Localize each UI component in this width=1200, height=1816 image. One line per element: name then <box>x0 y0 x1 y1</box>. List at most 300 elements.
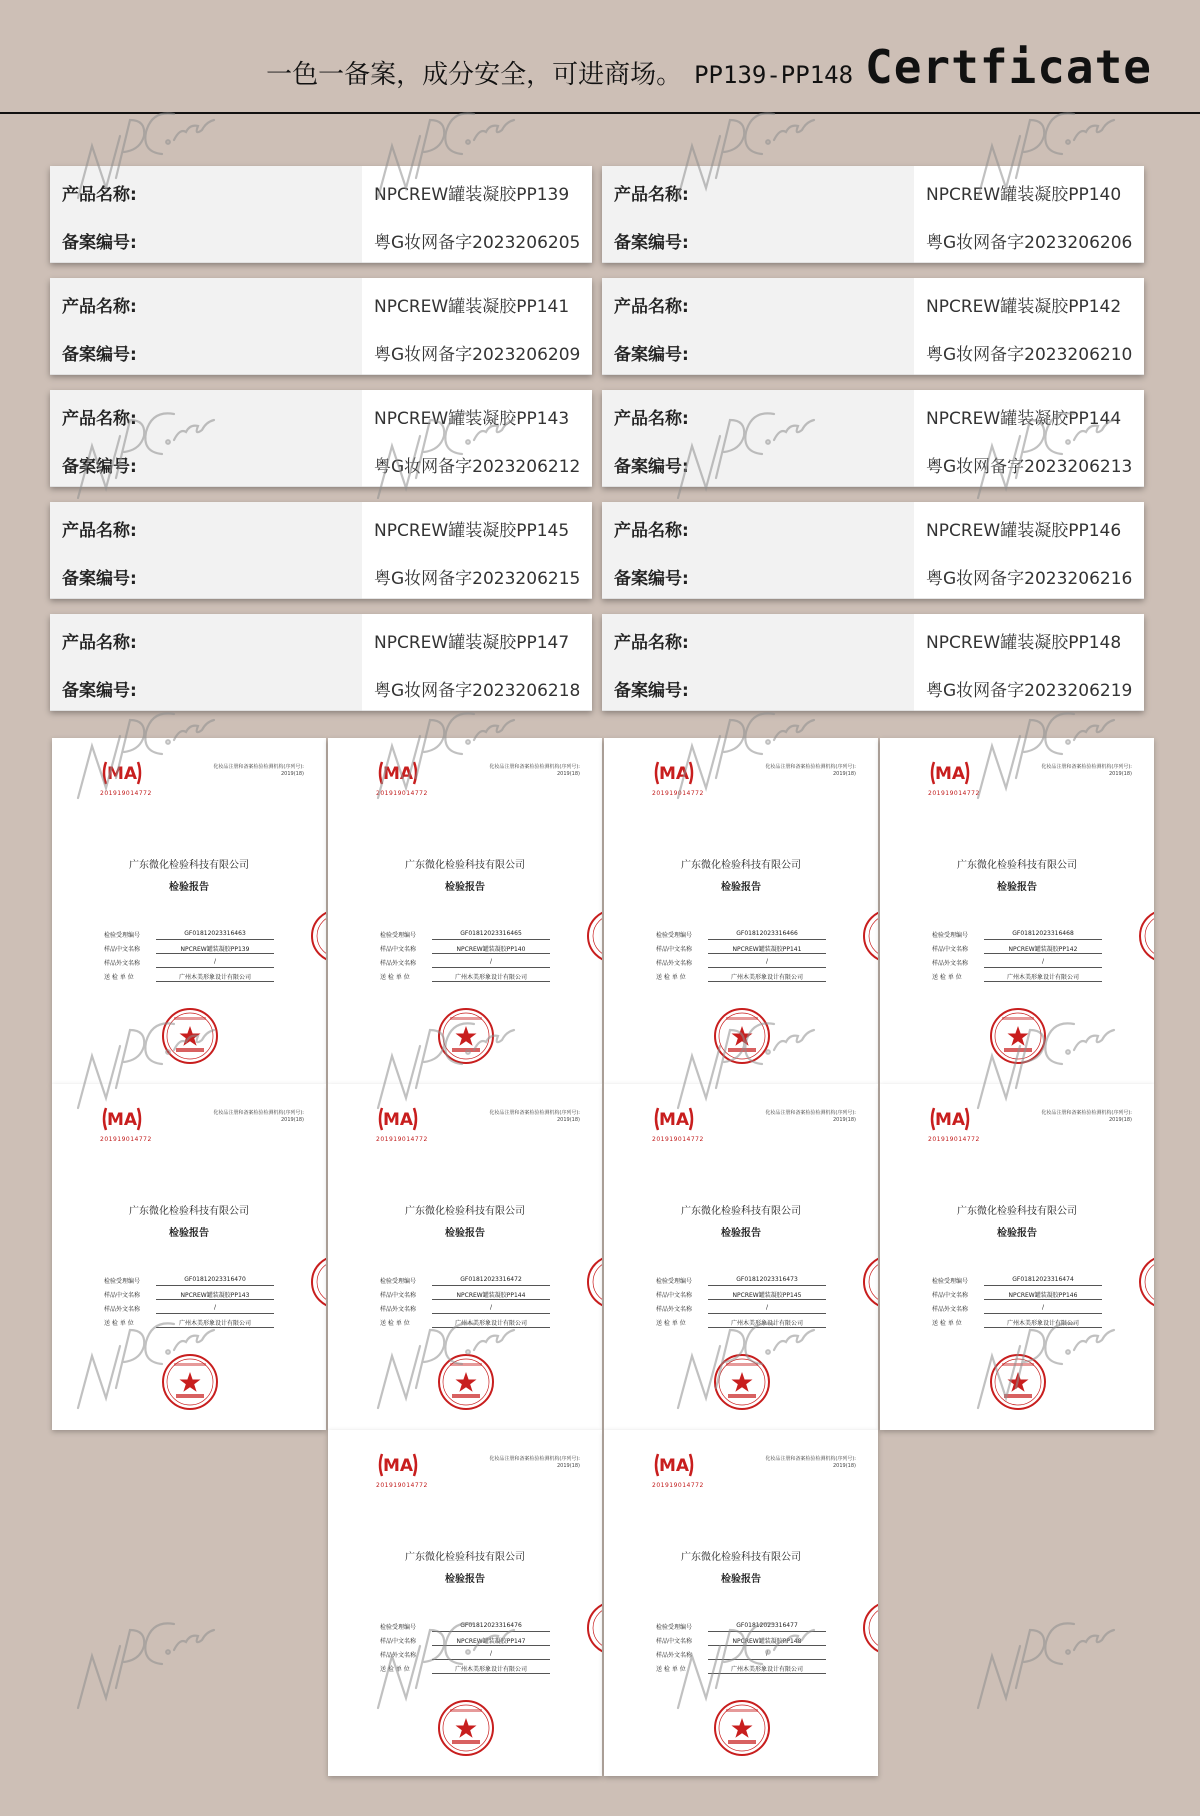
field-row <box>656 1288 826 1302</box>
ma-number: 201919014772 <box>652 790 704 797</box>
cn-name-label: 样品中文名称 <box>380 1292 417 1299</box>
field-row <box>932 956 1102 970</box>
lab-company-name: 广东微化检验科技有限公司 <box>405 1206 525 1217</box>
record-number-label: 备案编号: <box>62 457 137 477</box>
accept-no-label: 检验受理编号 <box>380 932 417 939</box>
cn-name-value: NPCREW罐装凝胶PP141 <box>708 944 826 954</box>
license-line-1: 化妆品注册和备案检验检测机构(序列号): <box>213 764 304 770</box>
field-row <box>104 1274 274 1288</box>
record-number-label: 备案编号: <box>62 569 137 589</box>
field-row <box>656 1662 826 1676</box>
product-name-label: 产品名称: <box>62 409 137 429</box>
record-number-label: 备案编号: <box>614 457 689 477</box>
cn-name-label: 样品中文名称 <box>932 946 969 953</box>
inspection-report-thumbnail <box>328 1430 602 1776</box>
cn-name-value: NPCREW罐装凝胶PP139 <box>156 944 274 954</box>
record-number-row <box>602 326 1144 374</box>
accept-no-label: 检验受理编号 <box>932 932 969 939</box>
lab-company-name: 广东微化检验科技有限公司 <box>405 1552 525 1563</box>
report-fields <box>932 1274 1102 1330</box>
accept-no-value: GF01812023316472 <box>432 1276 550 1286</box>
product-name-row <box>602 502 1144 550</box>
edge-seal-icon <box>584 906 602 966</box>
inspection-report-thumbnail <box>604 1430 878 1776</box>
license-line-1: 化妆品注册和备案检验检测机构(序列号): <box>489 1110 580 1116</box>
sender-label: 送 检 单 位 <box>932 974 962 981</box>
sender-label: 送 检 单 位 <box>932 1320 962 1327</box>
en-name-value: / <box>156 958 274 968</box>
accept-no-label: 检验受理编号 <box>380 1624 417 1631</box>
record-number-value: 粤G妆网备字2023206218 <box>374 681 581 701</box>
product-name-value: NPCREW罐装凝胶PP143 <box>374 409 570 429</box>
lab-company-name: 广东微化检验科技有限公司 <box>129 1206 249 1217</box>
field-row <box>104 928 274 942</box>
en-name-value: / <box>708 1304 826 1314</box>
product-name-row <box>602 166 1144 214</box>
license-line-2: 2019(18) <box>1109 771 1132 777</box>
report-title: 检验报告 <box>445 1574 485 1585</box>
sender-value: 广州木美形象设计有限公司 <box>156 1318 274 1328</box>
field-row <box>656 970 826 984</box>
red-inspection-seal-icon <box>712 1352 772 1412</box>
sender-label: 送 检 单 位 <box>380 974 410 981</box>
edge-seal-icon <box>308 1252 326 1312</box>
field-row <box>104 956 274 970</box>
ma-logo-text: MA <box>658 764 690 784</box>
en-name-value: / <box>984 1304 1102 1314</box>
field-row <box>104 942 274 956</box>
ma-accreditation-icon <box>652 1450 696 1480</box>
report-fields <box>380 1620 550 1676</box>
en-name-value: / <box>432 1650 550 1660</box>
product-record-card <box>50 390 592 486</box>
product-name-label: 产品名称: <box>62 297 137 317</box>
cn-name-label: 样品中文名称 <box>932 1292 969 1299</box>
record-number-row <box>602 662 1144 710</box>
report-title: 检验报告 <box>721 1228 761 1239</box>
ma-number: 201919014772 <box>652 1482 704 1489</box>
ma-number: 201919014772 <box>928 790 980 797</box>
product-name-label: 产品名称: <box>614 521 689 541</box>
cn-name-value: NPCREW罐装凝胶PP148 <box>708 1636 826 1646</box>
accept-no-label: 检验受理编号 <box>104 1278 141 1285</box>
license-line-1: 化妆品注册和备案检验检测机构(序列号): <box>765 1456 856 1462</box>
accept-no-label: 检验受理编号 <box>104 932 141 939</box>
record-number-value: 粤G妆网备字2023206209 <box>374 345 581 365</box>
en-name-label: 样品外文名称 <box>380 960 417 967</box>
en-name-label: 样品外文名称 <box>656 1652 693 1659</box>
cn-name-label: 样品中文名称 <box>104 946 141 953</box>
product-name-value: NPCREW罐装凝胶PP146 <box>926 521 1122 541</box>
sender-label: 送 检 单 位 <box>380 1666 410 1673</box>
record-number-value: 粤G妆网备字2023206205 <box>374 233 581 253</box>
field-row <box>932 1302 1102 1316</box>
report-title: 检验报告 <box>445 1228 485 1239</box>
record-number-row <box>50 326 592 374</box>
accept-no-value: GF01812023316474 <box>984 1276 1102 1286</box>
field-row <box>380 1316 550 1330</box>
cn-name-label: 样品中文名称 <box>380 1638 417 1645</box>
field-row <box>932 1274 1102 1288</box>
record-number-value: 粤G妆网备字2023206213 <box>926 457 1133 477</box>
cn-name-value: NPCREW罐装凝胶PP145 <box>708 1290 826 1300</box>
record-number-row <box>50 214 592 262</box>
header-slogan: 一色一备案，成分安全，可进商场。 <box>266 60 683 90</box>
license-text <box>489 1456 580 1470</box>
accept-no-label: 检验受理编号 <box>656 1624 693 1631</box>
ma-logo-text: MA <box>934 1110 966 1130</box>
header-code-range: PP139-PP148 <box>694 61 854 89</box>
license-text <box>213 764 304 778</box>
cn-name-value: NPCREW罐装凝胶PP142 <box>984 944 1102 954</box>
en-name-label: 样品外文名称 <box>932 960 969 967</box>
cn-name-value: NPCREW罐装凝胶PP144 <box>432 1290 550 1300</box>
record-number-label: 备案编号: <box>614 233 689 253</box>
field-row <box>656 1620 826 1634</box>
license-line-2: 2019(18) <box>557 1463 580 1469</box>
red-inspection-seal-icon <box>712 1006 772 1066</box>
edge-seal-icon <box>1136 906 1154 966</box>
product-record-card <box>602 614 1144 710</box>
product-name-value: NPCREW罐装凝胶PP140 <box>926 185 1122 205</box>
field-row <box>380 942 550 956</box>
red-inspection-seal-icon <box>160 1006 220 1066</box>
license-line-2: 2019(18) <box>281 1117 304 1123</box>
sender-value: 广州木美形象设计有限公司 <box>984 1318 1102 1328</box>
edge-seal-icon <box>860 1598 878 1658</box>
license-text <box>765 1456 856 1470</box>
report-title: 检验报告 <box>721 1574 761 1585</box>
license-text <box>489 1110 580 1124</box>
product-record-card <box>602 390 1144 486</box>
ma-accreditation-icon <box>376 1104 420 1134</box>
field-row <box>380 956 550 970</box>
report-title: 检验报告 <box>169 1228 209 1239</box>
accept-no-value: GF01812023316470 <box>156 1276 274 1286</box>
license-line-1: 化妆品注册和备案检验检测机构(序列号): <box>1041 1110 1132 1116</box>
field-row <box>380 1634 550 1648</box>
accept-no-value: GF01812023316468 <box>984 930 1102 940</box>
field-row <box>380 1648 550 1662</box>
field-row <box>656 956 826 970</box>
record-number-label: 备案编号: <box>62 345 137 365</box>
product-name-value: NPCREW罐装凝胶PP147 <box>374 633 570 653</box>
record-number-label: 备案编号: <box>62 681 137 701</box>
license-line-1: 化妆品注册和备案检验检测机构(序列号): <box>213 1110 304 1116</box>
edge-seal-icon <box>308 906 326 966</box>
ma-number: 201919014772 <box>100 790 152 797</box>
license-text <box>1041 764 1132 778</box>
report-fields <box>656 1620 826 1676</box>
ma-accreditation-icon <box>652 758 696 788</box>
cn-name-label: 样品中文名称 <box>656 1292 693 1299</box>
ma-accreditation-icon <box>376 758 420 788</box>
ma-logo-text: MA <box>658 1456 690 1476</box>
report-fields <box>656 1274 826 1330</box>
en-name-value: / <box>708 1650 826 1660</box>
sender-value: 广州木美形象设计有限公司 <box>432 1664 550 1674</box>
accept-no-label: 检验受理编号 <box>656 932 693 939</box>
cn-name-value: NPCREW罐装凝胶PP143 <box>156 1290 274 1300</box>
red-inspection-seal-icon <box>712 1698 772 1758</box>
ma-logo-text: MA <box>382 764 414 784</box>
en-name-label: 样品外文名称 <box>656 960 693 967</box>
report-fields <box>104 1274 274 1330</box>
product-name-row <box>602 614 1144 662</box>
accept-no-label: 检验受理编号 <box>380 1278 417 1285</box>
license-line-2: 2019(18) <box>557 771 580 777</box>
field-row <box>104 1316 274 1330</box>
edge-seal-icon <box>860 1252 878 1312</box>
field-row <box>104 970 274 984</box>
en-name-label: 样品外文名称 <box>932 1306 969 1313</box>
product-name-row <box>50 502 592 550</box>
sender-label: 送 检 单 位 <box>656 1666 686 1673</box>
product-record-card <box>50 614 592 710</box>
ma-number: 201919014772 <box>376 1482 428 1489</box>
field-row <box>380 1662 550 1676</box>
sender-value: 广州木美形象设计有限公司 <box>432 1318 550 1328</box>
product-name-label: 产品名称: <box>62 633 137 653</box>
sender-value: 广州木美形象设计有限公司 <box>708 972 826 982</box>
field-row <box>656 1274 826 1288</box>
cn-name-label: 样品中文名称 <box>656 1638 693 1645</box>
license-text <box>489 764 580 778</box>
sender-label: 送 检 单 位 <box>104 1320 134 1327</box>
record-number-value: 粤G妆网备字2023206216 <box>926 569 1133 589</box>
product-record-card <box>50 502 592 598</box>
field-row <box>932 1288 1102 1302</box>
red-inspection-seal-icon <box>988 1006 1048 1066</box>
sender-value: 广州木美形象设计有限公司 <box>432 972 550 982</box>
report-fields <box>104 928 274 984</box>
cn-name-label: 样品中文名称 <box>104 1292 141 1299</box>
accept-no-value: GF01812023316466 <box>708 930 826 940</box>
lab-company-name: 广东微化检验科技有限公司 <box>681 1552 801 1563</box>
report-fields <box>380 928 550 984</box>
ma-accreditation-icon <box>100 1104 144 1134</box>
license-line-1: 化妆品注册和备案检验检测机构(序列号): <box>765 1110 856 1116</box>
cn-name-value: NPCREW罐装凝胶PP147 <box>432 1636 550 1646</box>
record-number-label: 备案编号: <box>614 345 689 365</box>
ma-number: 201919014772 <box>376 1136 428 1143</box>
red-inspection-seal-icon <box>160 1352 220 1412</box>
ma-logo-text: MA <box>934 764 966 784</box>
record-number-value: 粤G妆网备字2023206219 <box>926 681 1133 701</box>
product-record-card <box>602 166 1144 262</box>
ma-number: 201919014772 <box>652 1136 704 1143</box>
product-record-card <box>50 166 592 262</box>
field-row <box>104 1302 274 1316</box>
license-line-1: 化妆品注册和备案检验检测机构(序列号): <box>1041 764 1132 770</box>
inspection-report-thumbnail <box>328 1084 602 1430</box>
lab-company-name: 广东微化检验科技有限公司 <box>681 860 801 871</box>
product-name-row <box>50 278 592 326</box>
license-text <box>765 764 856 778</box>
report-title: 检验报告 <box>997 1228 1037 1239</box>
product-name-label: 产品名称: <box>614 633 689 653</box>
red-inspection-seal-icon <box>436 1352 496 1412</box>
ma-logo-text: MA <box>106 1110 138 1130</box>
field-row <box>656 1634 826 1648</box>
ma-logo-text: MA <box>106 764 138 784</box>
edge-seal-icon <box>584 1252 602 1312</box>
en-name-label: 样品外文名称 <box>380 1652 417 1659</box>
inspection-report-thumbnail <box>880 738 1154 1084</box>
ma-logo-text: MA <box>382 1110 414 1130</box>
product-name-label: 产品名称: <box>62 185 137 205</box>
product-name-label: 产品名称: <box>62 521 137 541</box>
record-number-value: 粤G妆网备字2023206210 <box>926 345 1133 365</box>
inspection-report-thumbnail <box>52 738 326 1084</box>
edge-seal-icon <box>584 1598 602 1658</box>
field-row <box>932 928 1102 942</box>
ma-accreditation-icon <box>376 1450 420 1480</box>
en-name-label: 样品外文名称 <box>656 1306 693 1313</box>
report-title: 检验报告 <box>169 882 209 893</box>
cn-name-label: 样品中文名称 <box>380 946 417 953</box>
field-row <box>380 1288 550 1302</box>
license-line-2: 2019(18) <box>281 771 304 777</box>
record-number-row <box>50 662 592 710</box>
cn-name-value: NPCREW罐装凝胶PP146 <box>984 1290 1102 1300</box>
product-name-row <box>50 614 592 662</box>
ma-number: 201919014772 <box>928 1136 980 1143</box>
record-number-value: 粤G妆网备字2023206212 <box>374 457 581 477</box>
record-number-value: 粤G妆网备字2023206206 <box>926 233 1133 253</box>
field-row <box>932 1316 1102 1330</box>
product-record-card <box>602 278 1144 374</box>
license-line-2: 2019(18) <box>833 1463 856 1469</box>
license-text <box>213 1110 304 1124</box>
report-title: 检验报告 <box>445 882 485 893</box>
license-line-1: 化妆品注册和备案检验检测机构(序列号): <box>489 764 580 770</box>
product-name-row <box>50 166 592 214</box>
en-name-value: / <box>708 958 826 968</box>
product-name-row <box>602 390 1144 438</box>
header-divider <box>0 112 1200 114</box>
field-row <box>656 1302 826 1316</box>
lab-company-name: 广东微化检验科技有限公司 <box>681 1206 801 1217</box>
product-name-label: 产品名称: <box>614 185 689 205</box>
accept-no-value: GF01812023316473 <box>708 1276 826 1286</box>
accept-no-value: GF01812023316476 <box>432 1622 550 1632</box>
ma-number: 201919014772 <box>376 790 428 797</box>
sender-label: 送 检 单 位 <box>104 974 134 981</box>
edge-seal-icon <box>860 906 878 966</box>
report-title: 检验报告 <box>997 882 1037 893</box>
edge-seal-icon <box>1136 1252 1154 1312</box>
sender-label: 送 检 单 位 <box>380 1320 410 1327</box>
en-name-value: / <box>432 1304 550 1314</box>
accept-no-value: GF01812023316465 <box>432 930 550 940</box>
field-row <box>656 942 826 956</box>
field-row <box>380 1274 550 1288</box>
inspection-report-thumbnail <box>604 738 878 1084</box>
record-number-row <box>50 550 592 598</box>
accept-no-value: GF01812023316463 <box>156 930 274 940</box>
record-number-label: 备案编号: <box>614 569 689 589</box>
license-line-2: 2019(18) <box>833 771 856 777</box>
sender-value: 广州木美形象设计有限公司 <box>708 1318 826 1328</box>
record-number-row <box>602 550 1144 598</box>
license-text <box>1041 1110 1132 1124</box>
ma-logo-text: MA <box>658 1110 690 1130</box>
ma-logo-text: MA <box>382 1456 414 1476</box>
field-row <box>656 1316 826 1330</box>
en-name-label: 样品外文名称 <box>104 960 141 967</box>
field-row <box>656 928 826 942</box>
license-line-2: 2019(18) <box>1109 1117 1132 1123</box>
red-inspection-seal-icon <box>436 1006 496 1066</box>
product-record-card <box>50 278 592 374</box>
header-text <box>266 40 1152 94</box>
license-line-2: 2019(18) <box>557 1117 580 1123</box>
ma-accreditation-icon <box>928 758 972 788</box>
product-name-value: NPCREW罐装凝胶PP142 <box>926 297 1122 317</box>
product-name-value: NPCREW罐装凝胶PP145 <box>374 521 570 541</box>
sender-value: 广州木美形象设计有限公司 <box>984 972 1102 982</box>
report-title: 检验报告 <box>721 882 761 893</box>
field-row <box>380 1620 550 1634</box>
record-number-row <box>602 438 1144 486</box>
product-name-row <box>50 390 592 438</box>
product-name-value: NPCREW罐装凝胶PP139 <box>374 185 570 205</box>
en-name-label: 样品外文名称 <box>380 1306 417 1313</box>
page-header <box>0 0 1200 114</box>
product-name-row <box>602 278 1144 326</box>
report-fields <box>380 1274 550 1330</box>
sender-label: 送 检 单 位 <box>656 974 686 981</box>
ma-accreditation-icon <box>928 1104 972 1134</box>
red-inspection-seal-icon <box>988 1352 1048 1412</box>
product-name-value: NPCREW罐装凝胶PP141 <box>374 297 570 317</box>
license-text <box>765 1110 856 1124</box>
lab-company-name: 广东微化检验科技有限公司 <box>957 860 1077 871</box>
cn-name-value: NPCREW罐装凝胶PP140 <box>432 944 550 954</box>
record-number-label: 备案编号: <box>614 681 689 701</box>
record-number-value: 粤G妆网备字2023206215 <box>374 569 581 589</box>
red-inspection-seal-icon <box>436 1698 496 1758</box>
inspection-report-thumbnail <box>880 1084 1154 1430</box>
product-name-value: NPCREW罐装凝胶PP144 <box>926 409 1122 429</box>
en-name-value: / <box>984 958 1102 968</box>
license-line-2: 2019(18) <box>833 1117 856 1123</box>
certificate-grid <box>52 738 1156 1768</box>
accept-no-value: GF01812023316477 <box>708 1622 826 1632</box>
inspection-report-thumbnail <box>604 1084 878 1430</box>
product-record-card <box>602 502 1144 598</box>
product-name-value: NPCREW罐装凝胶PP148 <box>926 633 1122 653</box>
report-fields <box>656 928 826 984</box>
license-line-1: 化妆品注册和备案检验检测机构(序列号): <box>765 764 856 770</box>
ma-accreditation-icon <box>100 758 144 788</box>
field-row <box>656 1648 826 1662</box>
sender-value: 广州木美形象设计有限公司 <box>708 1664 826 1674</box>
inspection-report-thumbnail <box>328 738 602 1084</box>
lab-company-name: 广东微化检验科技有限公司 <box>957 1206 1077 1217</box>
sender-label: 送 检 单 位 <box>656 1320 686 1327</box>
field-row <box>380 970 550 984</box>
sender-value: 广州木美形象设计有限公司 <box>156 972 274 982</box>
field-row <box>380 1302 550 1316</box>
lab-company-name: 广东微化检验科技有限公司 <box>129 860 249 871</box>
product-name-label: 产品名称: <box>614 409 689 429</box>
inspection-report-thumbnail <box>52 1084 326 1430</box>
field-row <box>932 942 1102 956</box>
product-name-label: 产品名称: <box>614 297 689 317</box>
en-name-value: / <box>156 1304 274 1314</box>
